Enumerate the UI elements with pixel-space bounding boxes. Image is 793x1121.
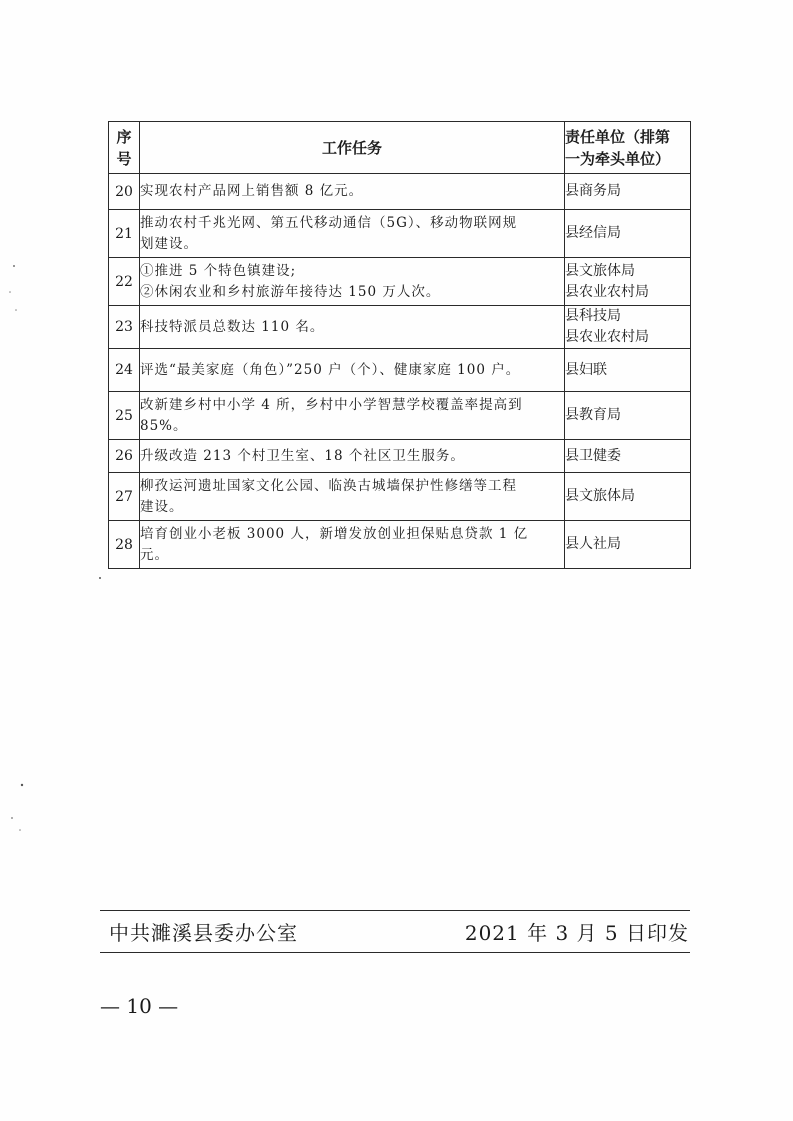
task-line: 元。 bbox=[140, 546, 169, 563]
table-row bbox=[109, 258, 691, 306]
unit-line: 县人社局 bbox=[565, 536, 621, 552]
row-responsible-unit bbox=[565, 392, 691, 440]
task-line: 升级改造 213 个村卫生室、18 个社区卫生服务。 bbox=[140, 447, 465, 464]
table-row bbox=[109, 306, 691, 349]
unit-line: 县经信局 bbox=[565, 225, 621, 241]
table-row bbox=[109, 349, 691, 392]
table-row bbox=[109, 521, 691, 569]
table-header-row bbox=[109, 122, 691, 174]
unit-line: 县卫健委 bbox=[565, 447, 621, 464]
row-responsible-unit bbox=[565, 210, 691, 258]
row-task bbox=[140, 392, 565, 440]
row-task bbox=[140, 473, 565, 521]
task-line: 科技特派员总数达 110 名。 bbox=[140, 318, 325, 335]
header-responsible-unit: 责任单位（排第 一为牵头单位） bbox=[565, 122, 691, 174]
issuing-office: 中共濉溪县委办公室 bbox=[109, 921, 298, 945]
row-responsible-unit bbox=[565, 521, 691, 569]
task-line: 评选“最美家庭（角色）”250 户（个）、健康家庭 100 户。 bbox=[140, 361, 521, 378]
row-task bbox=[140, 440, 565, 473]
task-line: ②休闲农业和乡村旅游年接待达 150 万人次。 bbox=[140, 283, 441, 300]
footer-top-rule bbox=[100, 910, 690, 911]
header-work-task: 工作任务 bbox=[140, 122, 565, 174]
row-responsible-unit bbox=[565, 440, 691, 473]
task-line: 划建设。 bbox=[140, 235, 198, 252]
row-task bbox=[140, 258, 565, 306]
row-task bbox=[140, 210, 565, 258]
table-row bbox=[109, 440, 691, 473]
task-line: 推动农村千兆光网、第五代移动通信（5G）、移动物联网规 bbox=[140, 214, 518, 231]
table-row bbox=[109, 210, 691, 258]
row-responsible-unit bbox=[565, 258, 691, 306]
row-responsible-unit bbox=[565, 473, 691, 521]
task-line: 实现农村产品网上销售额 8 亿元。 bbox=[140, 183, 364, 199]
task-line: 柳孜运河遗址国家文化公园、临涣古城墙保护性修缮等工程 bbox=[140, 477, 517, 494]
task-line: 培育创业小老板 3000 人，新增发放创业担保贴息贷款 1 亿 bbox=[140, 525, 529, 542]
task-line: 建设。 bbox=[140, 498, 184, 515]
task-table bbox=[108, 121, 691, 569]
row-task bbox=[140, 306, 565, 349]
row-serial-number: 23 bbox=[109, 306, 140, 349]
unit-line: 县教育局 bbox=[565, 407, 621, 423]
unit-line: 县文旅体局 bbox=[565, 262, 635, 279]
row-task bbox=[140, 174, 565, 210]
header-serial-number: 序 号 bbox=[109, 122, 140, 174]
row-serial-number: 28 bbox=[109, 521, 140, 569]
task-line: ①推进 5 个特色镇建设; bbox=[140, 262, 297, 279]
row-serial-number: 24 bbox=[109, 349, 140, 392]
unit-line: 县农业农村局 bbox=[565, 283, 649, 300]
row-task bbox=[140, 349, 565, 392]
row-serial-number: 26 bbox=[109, 440, 140, 473]
row-serial-number: 22 bbox=[109, 258, 140, 306]
task-line: 85%。 bbox=[140, 417, 188, 434]
row-serial-number: 25 bbox=[109, 392, 140, 440]
unit-line: 县科技局 bbox=[565, 308, 621, 324]
unit-line: 县商务局 bbox=[565, 183, 621, 199]
row-responsible-unit bbox=[565, 349, 691, 392]
issue-date: 2021 年 3 月 5 日印发 bbox=[464, 921, 689, 945]
row-serial-number: 27 bbox=[109, 473, 140, 521]
page-number: — 10 — bbox=[100, 994, 179, 1018]
row-serial-number: 20 bbox=[109, 174, 140, 210]
task-line: 改新建乡村中小学 4 所，乡村中小学智慧学校覆盖率提高到 bbox=[140, 396, 523, 413]
table-row bbox=[109, 473, 691, 521]
row-serial-number: 21 bbox=[109, 210, 140, 258]
unit-line: 县文旅体局 bbox=[565, 488, 635, 504]
table-row bbox=[109, 174, 691, 210]
footer-bottom-rule bbox=[100, 952, 690, 953]
table-row bbox=[109, 392, 691, 440]
unit-line: 县农业农村局 bbox=[565, 329, 649, 345]
row-responsible-unit bbox=[565, 174, 691, 210]
row-task bbox=[140, 521, 565, 569]
unit-line: 县妇联 bbox=[565, 361, 607, 378]
row-responsible-unit bbox=[565, 306, 691, 349]
